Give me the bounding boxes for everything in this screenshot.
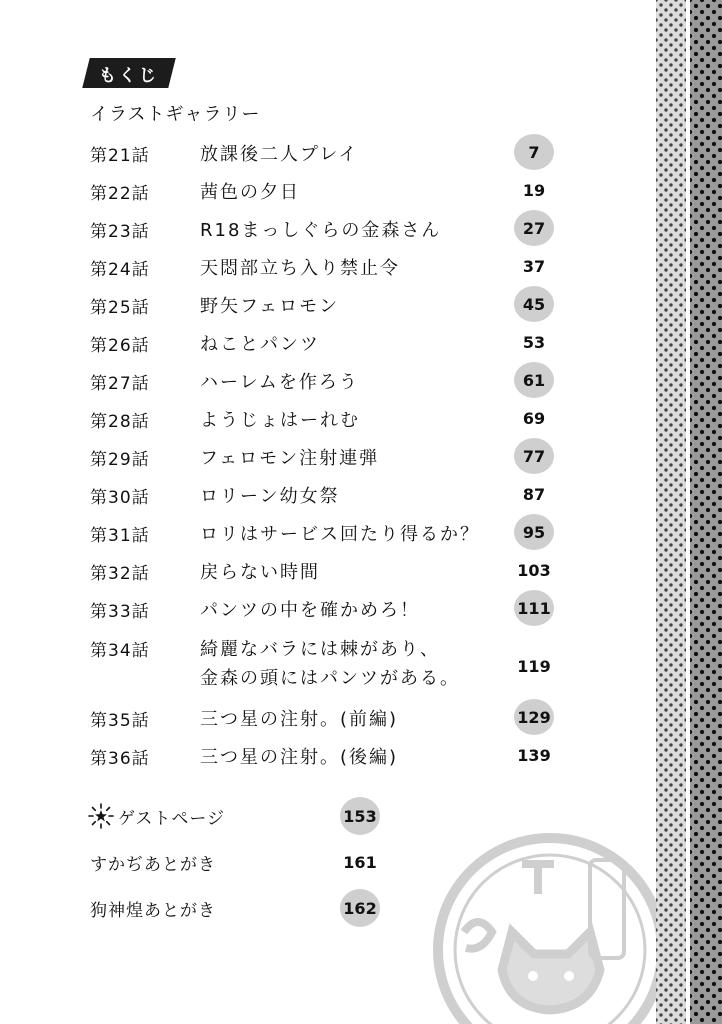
chapter-row: [0, 628, 656, 696]
dotted-border-strip: [656, 0, 686, 1024]
chapter-row: [0, 209, 656, 247]
page-number: 77: [511, 437, 557, 475]
chapter-title: フェロモン注射連弾: [200, 448, 380, 469]
extra-title: すかぢあとがき: [90, 855, 216, 875]
chapter-row: [0, 698, 656, 736]
chapter-number: 第28話: [90, 412, 150, 432]
page-number: 129: [511, 698, 557, 736]
gallery-entry: イラストギャラリー: [90, 104, 261, 125]
chapter-number: 第33話: [90, 602, 150, 622]
star-burst-icon: [88, 803, 114, 829]
page-number: 161: [343, 852, 377, 872]
page-number: 162: [337, 888, 383, 928]
chapter-number: 第30話: [90, 488, 150, 508]
chapter-row: [0, 323, 656, 361]
chapter-title-line2: 金森の頭にはパンツがある。: [200, 668, 460, 689]
chapter-row: [0, 171, 656, 209]
chapter-title: 三つ星の注射。(前編): [200, 709, 399, 730]
chapter-title: ロリーン幼女祭: [200, 486, 340, 507]
page-number: 45: [511, 285, 557, 323]
chapter-title: パンツの中を確かめろ！: [200, 600, 420, 621]
chapter-number: 第35話: [90, 711, 150, 731]
page-number: 7: [511, 133, 557, 171]
page-number: 95: [511, 513, 557, 551]
chapter-number: 第27話: [90, 374, 150, 394]
page-number: 139: [517, 745, 551, 765]
chapter-row: [0, 513, 656, 551]
chapter-number: 第24話: [90, 260, 150, 280]
chapter-title: 綺麗なバラには棘があり、: [200, 639, 440, 660]
chapter-number: 第34話: [90, 641, 150, 661]
chapter-number: 第26話: [90, 336, 150, 356]
chapter-title: ハーレムを作ろう: [200, 372, 359, 393]
chapter-row: [0, 361, 656, 399]
chapter-row: [0, 589, 656, 627]
chapter-number: 第22話: [90, 184, 150, 204]
chapter-row: [0, 133, 656, 171]
chapter-title: 野矢フェロモン: [200, 296, 340, 317]
publisher-stamp-logo: [430, 820, 656, 1024]
chapter-title: 天悶部立ち入り禁止令: [200, 258, 400, 279]
chapter-number: 第32話: [90, 564, 150, 584]
chapter-row: [0, 551, 656, 589]
chapter-title: 放課後二人プレイ: [200, 144, 359, 165]
chapter-title: ロリはサービス回たり得るか？: [200, 524, 480, 545]
page-number: 119: [517, 656, 551, 676]
page-number: 111: [511, 589, 557, 627]
chapter-row: [0, 475, 656, 513]
chapter-row: [0, 437, 656, 475]
chapter-number: 第21話: [90, 146, 150, 166]
page-number: 69: [522, 408, 546, 428]
chapter-row: [0, 399, 656, 437]
chapter-title: 戻らない時間: [200, 562, 320, 583]
chapter-row: [0, 736, 656, 774]
dotted-border-strip-dark: [690, 0, 722, 1024]
chapter-title: ようじょはーれむ: [200, 410, 360, 431]
chapter-row: [0, 247, 656, 285]
chapter-title: 茜色の夕日: [200, 182, 300, 203]
chapter-title: R18まっしぐらの金森さん: [200, 220, 442, 241]
chapter-number: 第25話: [90, 298, 150, 318]
page-number: 37: [522, 256, 546, 276]
page-number: 87: [522, 484, 546, 504]
chapter-title: 三つ星の注射。(後編): [200, 747, 399, 768]
chapter-title: ねことパンツ: [200, 334, 320, 355]
page-number: 53: [522, 332, 546, 352]
page-number: 27: [511, 209, 557, 247]
extra-title: 狗神煌あとがき: [90, 901, 216, 921]
page-number: 19: [522, 180, 546, 200]
chapter-number: 第36話: [90, 749, 150, 769]
extra-title: ゲストページ: [118, 809, 225, 829]
page-number: 61: [511, 361, 557, 399]
page-number: 103: [517, 560, 551, 580]
page-number: 153: [337, 796, 383, 836]
toc-heading-text: もくじ: [99, 65, 159, 86]
chapter-number: 第29話: [90, 450, 150, 470]
chapter-number: 第31話: [90, 526, 150, 546]
chapter-number: 第23話: [90, 222, 150, 242]
toc-heading: [82, 58, 175, 88]
chapter-row: [0, 285, 656, 323]
